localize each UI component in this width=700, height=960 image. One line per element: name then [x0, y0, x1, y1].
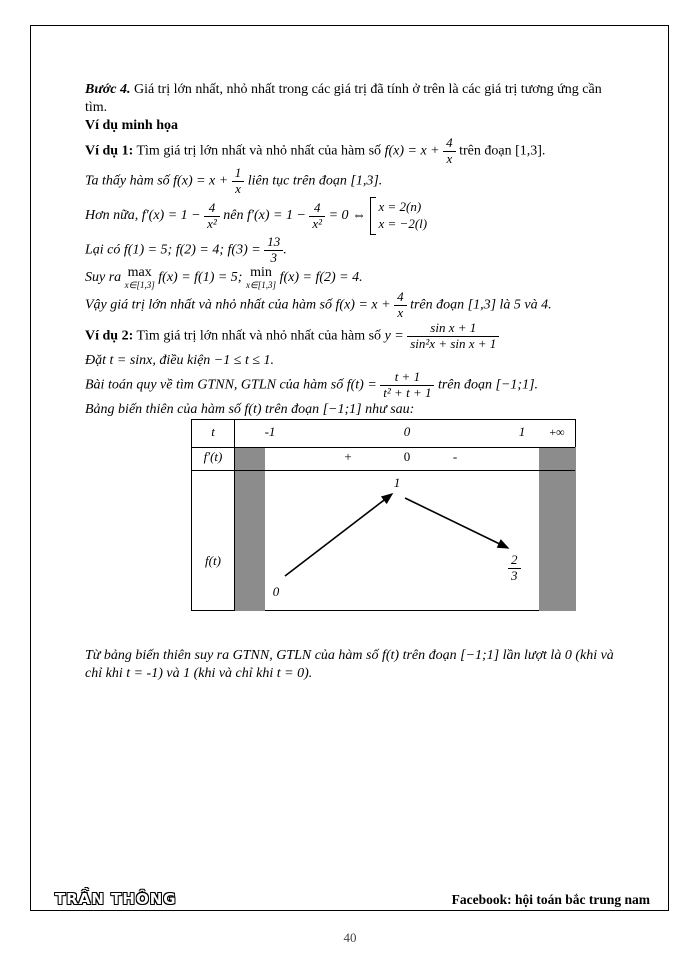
example-2-label: Ví dụ 2:: [85, 328, 134, 344]
footer-logo-text: TRẦN THÔNG: [55, 890, 177, 908]
l4-pre: Lại có: [85, 242, 124, 258]
examples-heading-text: Ví dụ minh họa: [85, 118, 178, 134]
fraction-sin: $\frac{\text{sin x + 1}}{\text{sin²x + sin x + 1}}$: [407, 321, 499, 352]
example-2-lead: Tìm giá trị lớn nhất và nhỏ nhất của hàm số: [133, 328, 385, 344]
step-4-paragraph: [85, 81, 625, 117]
page-content: [85, 81, 625, 683]
page-number: 40: [343, 930, 357, 945]
final-conclusion-text: Từ bảng biến thiên suy ra GTNN, GTLN của hàm số f(t) trên đoạn [−1;1] lần lượt là 0 (khi và chỉ khi t = -1) và 1 (khi và chỉ khi t = 0).: [85, 647, 614, 682]
l3-mid: nên: [219, 208, 247, 224]
case-2: x = −2(l): [378, 216, 428, 232]
l6-tail: trên đoạn [1,3] là 5 và 4.: [406, 297, 552, 313]
l3-equals: = 0 ⇔: [328, 208, 367, 224]
fraction-t: $\frac{t + 1}{\text{t² + t + 1}}$: [380, 370, 434, 401]
ex2-l4-text: Bảng biến thiên của hàm số f(t) trên đoạn [−1;1] như sau:: [85, 401, 415, 417]
example-1-fx: f(x) = x +: [384, 143, 440, 159]
l2-fx: f(x) = x +: [173, 174, 229, 190]
l4-dot: .: [283, 242, 287, 258]
l2-pre: Ta thấy hàm số: [85, 174, 174, 190]
example-1-line-2: [85, 166, 625, 197]
t-value-0: 0: [403, 423, 411, 439]
l4-values: f(1) = 5; f(2) = 4; f(3) =: [123, 242, 261, 258]
l5-tail: f(x) = f(2) = 4.: [276, 270, 363, 286]
ex2-l3-pre: Bài toán quy về tìm GTNN, GTLN của hàm số: [85, 377, 347, 393]
ex2-l3-ft: f(t) =: [346, 377, 377, 393]
ex2-l2-text: Đặt t = sinx, điều kiện −1 ≤ t ≤ 1.: [85, 352, 275, 368]
page-border: [30, 25, 669, 911]
t-value-infinity: +∞: [549, 424, 565, 439]
table-label-f-prime: f′(t): [203, 448, 223, 464]
final-conclusion: [85, 647, 625, 683]
decreasing-arrow: [405, 498, 508, 548]
table-label-t: t: [211, 423, 215, 439]
l6-fx: f(x) = x +: [335, 297, 391, 313]
fraction-4-over-x2-b: $\frac{4}{\text{x²}}$: [309, 201, 325, 232]
footer-facebook-text: Facebook: hội toán bắc trung nam: [451, 892, 650, 907]
ex2-l3-tail: trên đoạn [−1;1].: [434, 377, 539, 393]
example-2-line-2: [85, 352, 625, 370]
t-value-minus1: -1: [264, 423, 276, 439]
example-1-lead: Tìm giá trị lớn nhất và nhỏ nhất của hàm số: [133, 143, 385, 159]
f-value-at-1-fraction: $\frac{2}{3}$: [508, 553, 521, 584]
example-2-statement: [85, 321, 625, 352]
min-operator: min x∈[1,3]: [245, 264, 277, 290]
max-operator: max x∈[1,3]: [124, 264, 155, 290]
fraction-13-over-3: $\frac{13}{3}$: [264, 235, 283, 266]
example-1-line-3: [85, 197, 625, 235]
increasing-arrow: [285, 494, 392, 576]
page-footer: [55, 890, 650, 908]
example-1-label: Ví dụ 1:: [85, 143, 134, 159]
sign-zero: 0: [403, 448, 411, 464]
sign-plus: +: [344, 448, 352, 464]
l5-mid: f(x) = f(1) = 5;: [154, 270, 246, 286]
fraction-4-over-x-c: $\frac{4}{x}$: [394, 290, 407, 321]
variation-table: [191, 419, 576, 611]
f-value-at-minus1: 0: [272, 583, 280, 599]
fraction-4-over-x2: $\frac{4}{\text{x²}}$: [204, 201, 220, 232]
cases-bracket: [370, 197, 430, 235]
variation-table-intro: [85, 401, 625, 419]
t-value-1: 1: [518, 423, 526, 439]
example-1-line-5: [85, 266, 625, 290]
example-1-domain: trên đoạn [1,3].: [455, 143, 546, 159]
example-1-conclusion: [85, 290, 625, 321]
f-value-at-0: 1: [393, 474, 401, 490]
step-4-text: Giá trị lớn nhất, nhỏ nhất trong các giá trị đã tính ở trên là các giá trị tương ứng cần tìm.: [85, 82, 602, 116]
fraction-1-over-x: $\frac{1}{x}$: [232, 166, 245, 197]
examples-heading: [85, 117, 625, 135]
l3-pre: Hơn nữa,: [85, 208, 142, 224]
sign-minus: -: [452, 448, 458, 464]
step-4-label: Bước 4.: [85, 82, 131, 97]
l5-pre: Suy ra: [85, 270, 125, 286]
example-2-y: y =: [384, 328, 404, 344]
example-1-statement: [85, 136, 625, 167]
case-1: x = 2(n): [378, 199, 422, 215]
fraction-4-over-x: $\frac{4}{x}$: [443, 136, 456, 167]
l3-derivative-1: f′(x) = 1 −: [141, 208, 201, 224]
example-2-line-3: [85, 370, 625, 401]
example-1-line-4: [85, 235, 625, 266]
table-label-f: f(t): [205, 552, 221, 568]
l2-tail: liên tục trên đoạn [1,3].: [244, 174, 383, 190]
l6-pre: Vậy giá trị lớn nhất và nhỏ nhất của hàm số: [85, 297, 336, 313]
l3-derivative-2: f′(x) = 1 −: [247, 208, 306, 224]
